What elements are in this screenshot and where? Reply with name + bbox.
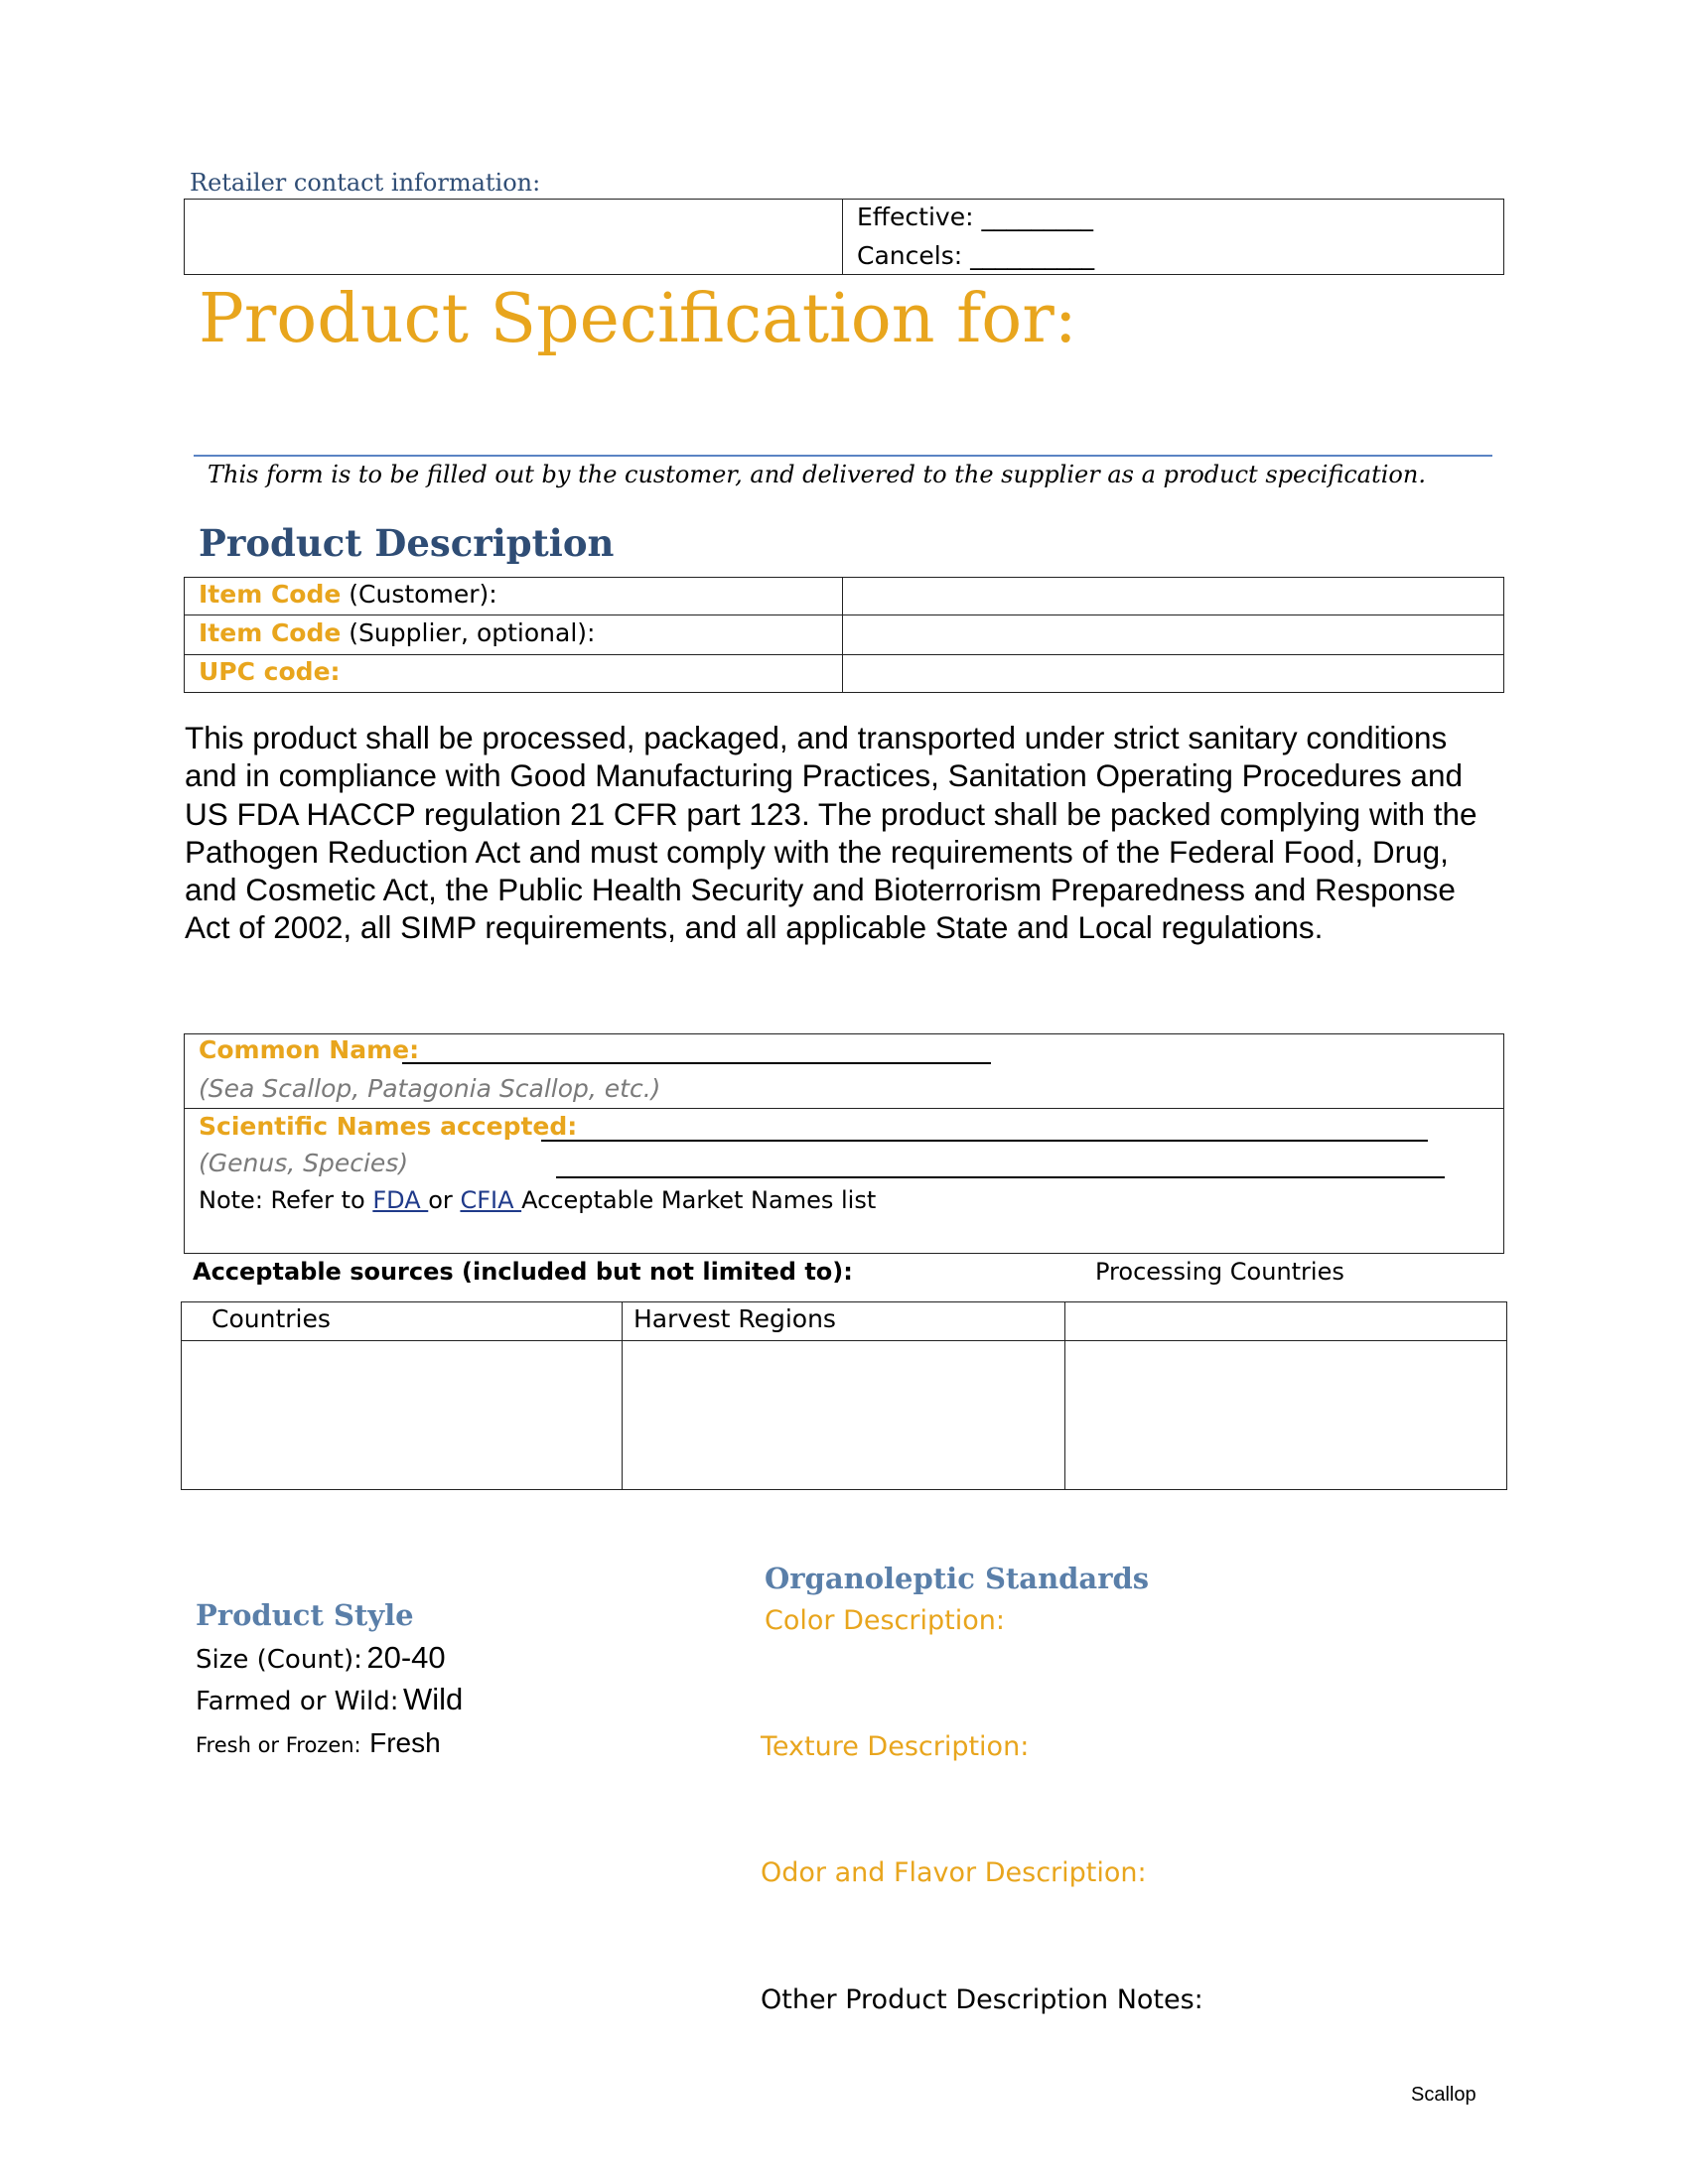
- cfia-link[interactable]: CFIA: [460, 1186, 522, 1214]
- scientific-names-label: Scientific Names accepted:: [199, 1112, 578, 1141]
- size-count-label: Size (Count):: [196, 1645, 362, 1675]
- fresh-frozen-row: [196, 1727, 441, 1759]
- scientific-names-field-1[interactable]: [541, 1140, 1428, 1142]
- form-instructions: This form is to be filled out by the customer, and delivered to the supplier as a product specification.: [208, 461, 1426, 488]
- processing-countries-cell[interactable]: [1068, 1344, 1503, 1486]
- common-name-hint: (Sea Scallop, Patagonia Scallop, etc.): [199, 1074, 661, 1103]
- farmed-wild-row: [196, 1682, 463, 1717]
- organoleptic-heading: Organoleptic Standards: [765, 1562, 1150, 1595]
- retailer-contact-box: [184, 199, 1504, 275]
- page-title: Product Specification for:: [199, 280, 1077, 358]
- effective-field[interactable]: Effective: _________: [857, 203, 1093, 231]
- item-code-supplier-input[interactable]: [846, 618, 1501, 650]
- compliance-paragraph: This product shall be processed, packaged, and transported under strict sanitary conditions and in compliance with Good Manufacturing Practices, Sanitation Operating Procedures and US FDA HACCP regulation 21 CFR part 123. The product shall be packed complying with the Pathogen Reduction Act and must comply with the requirements of the Federal Food, Drug, and Cosmetic Act, the Public Health Security and Bioterrorism Preparedness and Response Act of 2002, all SIMP requirements, and all applicable State and Local regulations.: [185, 720, 1477, 946]
- scientific-names-hint: (Genus, Species): [199, 1149, 409, 1177]
- countries-cell[interactable]: [185, 1344, 618, 1486]
- fda-link[interactable]: FDA: [372, 1186, 429, 1214]
- fresh-frozen-value: Fresh: [369, 1727, 441, 1758]
- common-name-field[interactable]: [402, 1062, 991, 1064]
- retailer-box-divider: [842, 199, 843, 275]
- acceptable-sources-heading: Acceptable sources (included but not limited to):: [193, 1258, 853, 1286]
- odor-flavor-description-label: Odor and Flavor Description:: [761, 1857, 1147, 1888]
- product-description-heading: Product Description: [199, 521, 615, 565]
- item-code-customer-input[interactable]: [846, 580, 1501, 612]
- upc-code-label: UPC code:: [199, 657, 341, 686]
- item-code-customer-label: Item Code (Customer):: [199, 580, 497, 609]
- scientific-names-field-2[interactable]: [556, 1176, 1445, 1178]
- sources-col-divider-1: [622, 1301, 623, 1490]
- item-code-supplier-label: Item Code (Supplier, optional):: [199, 618, 596, 647]
- farmed-wild-label: Farmed or Wild:: [196, 1687, 399, 1716]
- size-count-row: [196, 1640, 446, 1676]
- sources-header-separator: [181, 1340, 1507, 1341]
- title-divider: [194, 455, 1492, 457]
- item-code-row-sep-1: [184, 614, 1504, 615]
- other-notes-label: Other Product Description Notes:: [761, 1984, 1203, 2015]
- farmed-wild-value: Wild: [403, 1682, 464, 1716]
- names-box: [184, 1033, 1504, 1254]
- fresh-frozen-label: Fresh or Frozen:: [196, 1733, 361, 1757]
- sources-col-divider-2: [1064, 1301, 1065, 1490]
- footer-page-label: Scallop: [1411, 2084, 1477, 2106]
- retailer-contact-label: Retailer contact information:: [190, 169, 541, 197]
- cancels-field[interactable]: Cancels: __________: [857, 241, 1095, 270]
- harvest-regions-column-header: Harvest Regions: [633, 1304, 836, 1333]
- countries-column-header: Countries: [211, 1304, 331, 1333]
- upc-code-input[interactable]: [846, 657, 1501, 689]
- texture-description-label: Texture Description:: [761, 1731, 1030, 1762]
- product-style-heading: Product Style: [196, 1598, 414, 1632]
- item-code-row-sep-2: [184, 654, 1504, 655]
- market-names-note: Note: Refer to FDA or CFIA Acceptable Market Names list: [199, 1186, 877, 1214]
- color-description-label: Color Description:: [765, 1605, 1005, 1636]
- size-count-value: 20-40: [366, 1640, 446, 1675]
- names-box-separator: [184, 1108, 1504, 1109]
- item-code-table-divider: [842, 577, 843, 693]
- harvest-regions-cell[interactable]: [626, 1344, 1060, 1486]
- common-name-label: Common Name:: [199, 1035, 420, 1064]
- processing-countries-label: Processing Countries: [1095, 1258, 1344, 1286]
